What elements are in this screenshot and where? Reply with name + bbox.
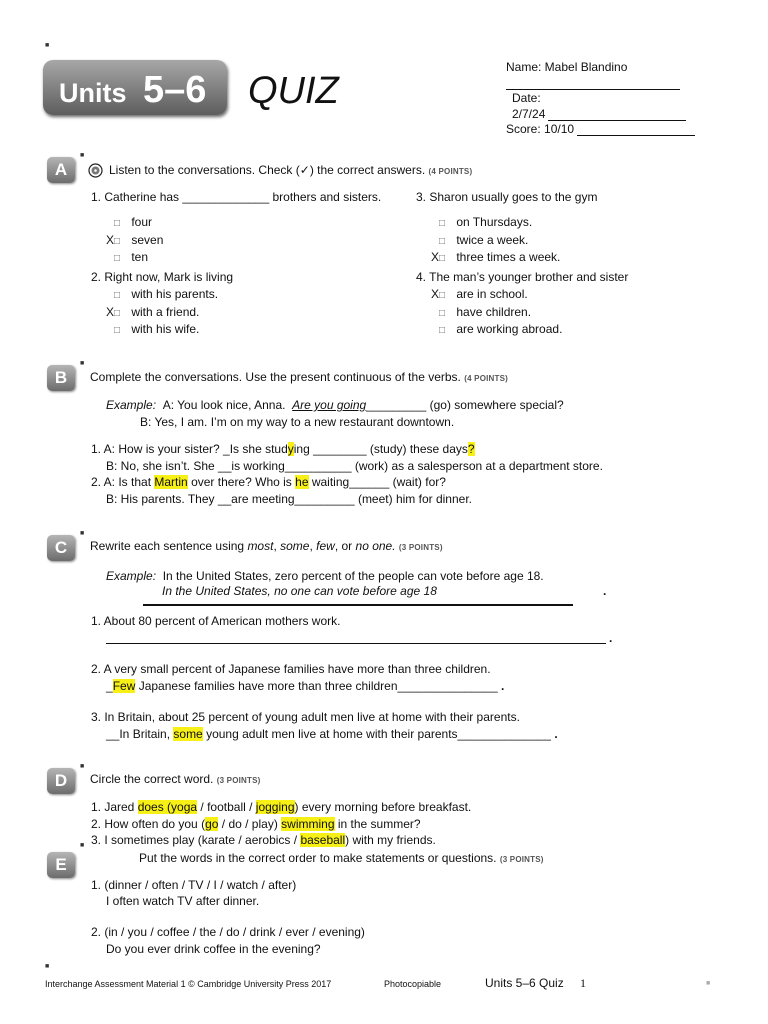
bullet-dot: ■ [80,842,85,849]
answer-c3: __In Britain, some young adult men live at home with their parents______________ . [106,727,558,741]
checkbox-icon[interactable]: □ [114,325,121,336]
question-c1: 1. About 80 percent of American mothers work. [91,614,341,628]
units-number: 5–6 [143,69,207,111]
checkbox-icon[interactable]: □ [114,235,121,247]
check-mark: X [431,250,440,264]
footer-copyright: Interchange Assessment Material 1 © Cambridge University Press 2017 [45,979,332,989]
answer-e2: Do you ever drink coffee in the evening? [106,942,321,956]
checkbox-icon[interactable]: □ [439,253,446,264]
option-row [106,233,163,251]
options-a3 [431,215,560,268]
check-mark: X [106,304,115,319]
section-b-instruction: Complete the conversations. Use the present continuous of the verbs. (4 POINTS) [90,370,508,384]
name-field: Name: Mabel Blandino [506,60,628,74]
checkbox-icon[interactable]: □ [114,253,121,264]
period: . [603,584,607,598]
name-line [506,89,680,90]
section-d-badge: D [47,768,75,794]
section-e-badge: E [47,852,75,878]
option-text: have children. [456,304,532,319]
footer-photocopiable: Photocopiable [384,979,442,989]
bullet-dot: ■ [80,530,85,537]
option-row [106,250,163,268]
option-row [106,287,218,305]
question-c2: 2. A very small percent of Japanese families have more than three children. [91,662,491,676]
check-mark: X [431,287,440,301]
question-d2: 2. How often do you (go / do / play) swimming in the summer? [91,817,421,831]
date-label: Date: [512,91,541,105]
option-text: are working abroad. [456,322,563,336]
question-e1: 1. (dinner / often / TV / I / watch / after) [91,878,297,892]
option-row [106,322,218,340]
option-text: are in school. [456,287,528,301]
units-word: Units [59,78,127,108]
footer-page-number: 1 [580,976,586,990]
answer-c2: _Few Japanese families have more than three children_______________ . [106,679,505,693]
section-c-instruction: Rewrite each sentence using most, some, few, or no one. (3 POINTS) [90,539,443,553]
question-c3: 3. In Britain, about 25 percent of young adult men live at home with their parents. [91,710,520,724]
example-b-line2: B: Yes, I am. I’m on my way to a new restaurant downtown. [140,415,455,429]
option-row [431,250,560,268]
options-a1 [106,215,163,268]
section-a-instruction: Listen to the conversations. Check (✓) the correct answers. (4 POINTS) [109,163,473,177]
audio-cd-icon [88,163,103,181]
example-c-line [143,604,573,606]
question-e2: 2. (in / you / coffee / the / do / drink / ever / evening) [91,925,365,939]
option-row [431,322,562,340]
units-badge [43,60,227,115]
section-b-badge: B [47,365,75,391]
question-a3: 3. Sharon usually goes to the gym [416,190,598,204]
checkbox-icon[interactable]: □ [114,218,121,229]
question-b1a: 1. A: How is your sister? _Is she studying ________ (study) these days? [91,442,475,456]
example-b-line1: Example: A: You look nice, Anna. Are you going_________ (go) somewhere special? [106,398,564,412]
date-line [548,120,686,121]
bullet-dot: ■ [80,152,85,159]
option-row [106,305,218,323]
section-a-badge: A [47,157,75,183]
answer-c1-line [106,643,606,644]
date-value: 2/7/24 [512,107,546,121]
option-row [431,233,560,251]
answer-e1: I often watch TV after dinner. [106,894,260,908]
checkbox-icon[interactable]: □ [439,290,446,301]
question-d3: 3. I sometimes play (karate / aerobics / baseball) with my friends. [91,833,436,847]
checkbox-icon[interactable]: □ [439,325,446,336]
option-row [431,215,560,233]
section-c-badge: C [47,535,75,561]
option-text: four [131,215,153,229]
bullet-dot: ■ [80,360,85,367]
question-b1b: B: No, she isn’t. She __is working__________ (work) as a salesperson at a department store. [106,459,603,473]
option-text: three times a week. [456,250,561,264]
option-text: with his parents. [131,287,219,301]
option-row [431,305,562,323]
option-text: twice a week. [456,232,529,247]
bullet-dot: ■ [45,42,50,49]
checkbox-icon[interactable]: □ [114,307,121,319]
bullet-dot: ■ [706,980,711,987]
option-text: with his wife. [131,322,200,336]
option-text: seven [131,232,164,247]
option-text: ten [131,250,149,264]
example-c-answer: In the United States, no one can vote before age 18 [162,584,437,598]
question-b2b: B: His parents. They __are meeting_________ (meet) him for dinner. [106,492,472,506]
score-field: Score: 10/10 [506,122,575,136]
option-row [431,287,562,305]
question-a4: 4. The man’s younger brother and sister [416,270,629,284]
options-a4 [431,287,562,340]
question-d1: 1. Jared does (yoga / football / jogging) every morning before breakfast. [91,800,472,814]
checkbox-icon[interactable]: □ [114,290,121,301]
option-row [106,215,163,233]
section-e-instruction: Put the words in the correct order to make statements or questions. (3 POINTS) [139,851,544,865]
section-d-instruction: Circle the correct word. (3 POINTS) [90,772,261,786]
option-text: on Thursdays. [456,215,533,229]
option-text: with a friend. [131,304,200,319]
question-b2a: 2. A: Is that Martin over there? Who is he waiting______ (wait) for? [91,475,446,489]
options-a2 [106,287,218,340]
question-a2: 2. Right now, Mark is living [91,270,234,284]
quiz-title: QUIZ [248,70,339,112]
checkbox-icon[interactable]: □ [439,218,446,229]
question-a1: 1. Catherine has _____________ brothers and sisters. [91,190,382,204]
checkbox-icon[interactable]: □ [439,307,446,319]
period: . [609,631,613,645]
score-line [577,135,695,136]
check-mark: X [106,232,115,247]
footer-quiz-label: Units 5–6 Quiz [485,976,564,990]
bullet-dot: ■ [45,963,50,970]
bullet-dot: ■ [80,763,85,770]
example-c: Example: In the United States, zero percent of the people can vote before age 18. [106,569,544,583]
checkbox-icon[interactable]: □ [439,235,446,247]
